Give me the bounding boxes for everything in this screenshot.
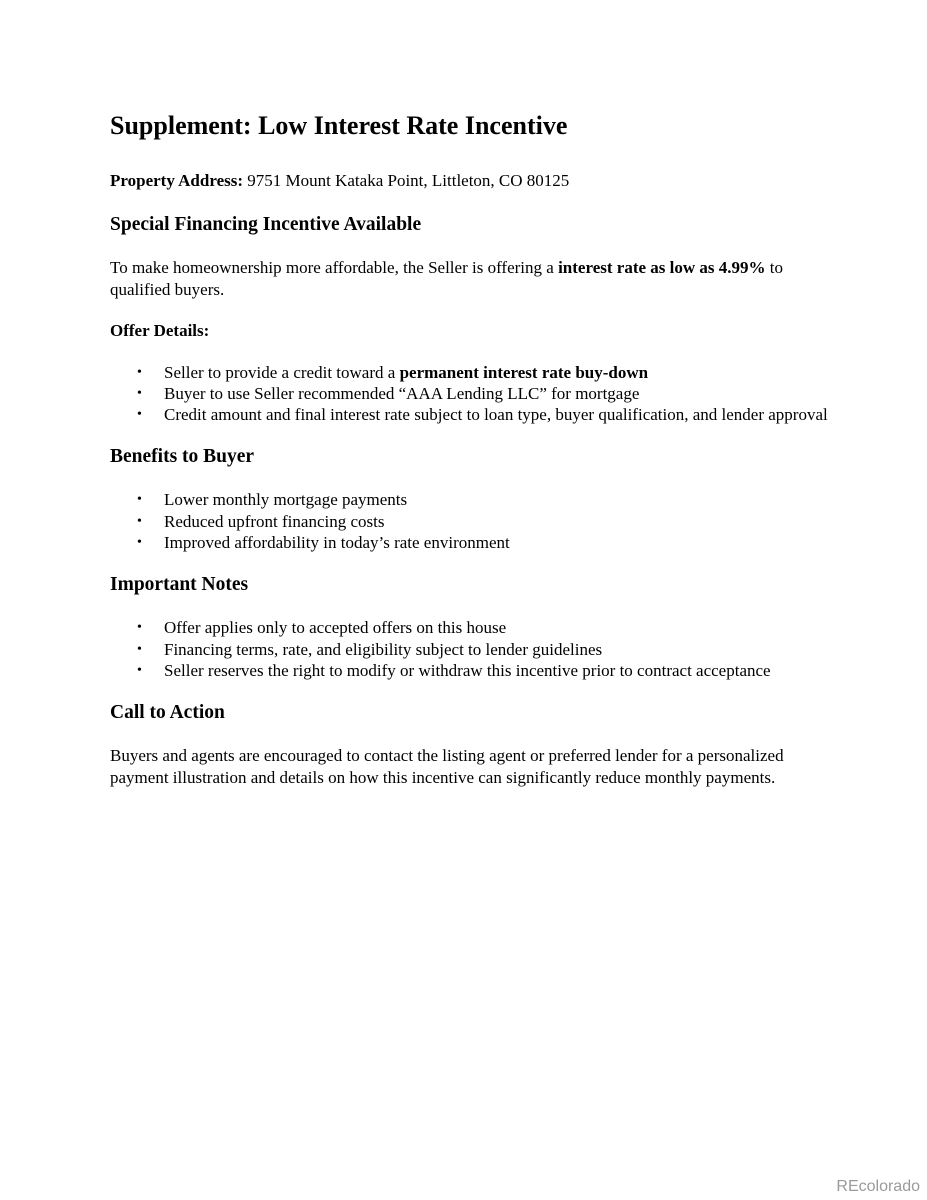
bullet-icon: • (137, 620, 142, 636)
notes-list (110, 617, 830, 681)
financing-heading: Special Financing Incentive Available (110, 214, 422, 235)
document-body (110, 108, 830, 808)
page-title: Supplement: Low Interest Rate Incentive (110, 111, 568, 140)
benefit-item-text: Improved affordability in today’s rate environment (164, 532, 510, 552)
benefits-heading: Benefits to Buyer (110, 446, 255, 468)
bullet-icon: • (137, 641, 142, 657)
benefit-item-text: Lower monthly mortgage payments (164, 490, 408, 510)
offer-item-text: Seller to provide a credit toward a (164, 362, 400, 382)
property-address-label: Property Address: (110, 171, 244, 190)
bullet-icon: • (137, 407, 142, 423)
list-item (137, 511, 830, 532)
watermark: REcolorado (836, 1178, 920, 1195)
bullet-icon: • (137, 364, 142, 380)
financing-intro-text: To make homeownership more affordable, the Seller is offering a (110, 258, 559, 277)
list-item (137, 532, 830, 553)
list-item (137, 489, 830, 510)
benefit-item-text: Reduced upfront financing costs (164, 511, 385, 531)
financing-intro (110, 257, 830, 300)
offer-item-text: Credit amount and final interest rate subject to loan type, buyer qualification, and lender approval (164, 405, 828, 425)
bullet-icon: • (137, 492, 142, 508)
bullet-icon: • (137, 534, 142, 550)
bullet-icon: • (137, 385, 142, 401)
bullet-icon: • (137, 662, 142, 678)
offer-item-text: Buyer to use Seller recommended “AAA Lending LLC” for mortgage (164, 383, 640, 403)
bullet-icon: • (137, 513, 142, 529)
list-item (137, 362, 830, 383)
benefits-list (110, 489, 830, 553)
list-item (137, 639, 830, 660)
list-item (137, 617, 830, 638)
notes-heading: Important Notes (110, 574, 249, 596)
note-item-text: Financing terms, rate, and eligibility subject to lender guidelines (164, 639, 603, 659)
note-item-text: Offer applies only to accepted offers on this house (164, 618, 507, 638)
offer-item-bold: permanent interest rate buy-down (399, 362, 649, 382)
cta-text: Buyers and agents are encouraged to contact the listing agent or preferred lender for a personalized payment illustration and details on how this incentive can significantly reduce monthly payments. (110, 746, 784, 787)
list-item (137, 383, 830, 404)
note-item-text: Seller reserves the right to modify or withdraw this incentive prior to contract acceptance (164, 660, 771, 680)
cta-heading: Call to Action (110, 702, 225, 724)
offer-details-list (110, 362, 830, 426)
offer-details-label: Offer Details: (110, 321, 210, 340)
list-item (137, 660, 830, 681)
property-address-value: 9751 Mount Kataka Point, Littleton, CO 80125 (243, 171, 570, 190)
financing-intro-end: to qualified buyers. (110, 258, 783, 299)
list-item (137, 404, 830, 425)
financing-intro-rate: interest rate as low as 4.99% (558, 258, 766, 277)
property-address (110, 170, 830, 192)
